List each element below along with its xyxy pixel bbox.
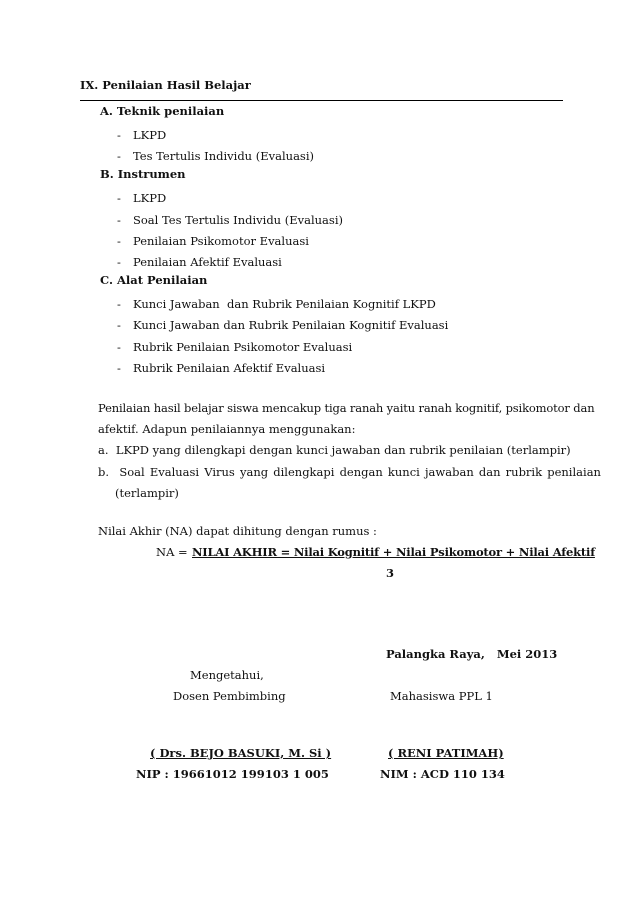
- list-dash: -: [117, 318, 121, 332]
- list-item: [117, 149, 314, 163]
- section-title: IX. Penilaian Hasil Belajar: [80, 78, 251, 92]
- left-greeting: Mengetahui,: [190, 668, 264, 682]
- list-item: [117, 234, 309, 248]
- list-item-text: Rubrik Penilaian Afektif Evaluasi: [133, 361, 326, 375]
- list-item-text: LKPD: [133, 191, 167, 205]
- place-date: Palangka Raya, Mei 2013: [386, 647, 558, 661]
- left-signatory-id: NIP : 19661012 199103 1 005: [136, 767, 329, 781]
- left-role: Dosen Pembimbing: [173, 689, 286, 703]
- list-dash: -: [117, 213, 121, 227]
- list-item-text: Penilaian Psikomotor Evaluasi: [133, 234, 309, 248]
- heading-alat-penilaian: C. Alat Penilaian: [100, 273, 208, 287]
- list-dash: -: [117, 361, 121, 375]
- list-item-a: a. LKPD yang dilengkapi dengan kunci jawaban dan rubrik penilaian (terlampir): [98, 443, 571, 457]
- title-underline: [80, 100, 563, 101]
- list-dash: -: [117, 340, 121, 354]
- list-item-text: LKPD: [133, 128, 167, 142]
- list-dash: -: [117, 149, 121, 163]
- list-item-text: Rubrik Penilaian Psikomotor Evaluasi: [133, 340, 353, 354]
- list-item: [117, 128, 167, 142]
- list-dash: -: [117, 191, 121, 205]
- list-item: [117, 297, 436, 311]
- list-dash: -: [117, 234, 121, 248]
- paragraph-line: afektif. Adapun penilaiannya menggunakan:: [98, 422, 356, 436]
- formula-intro: Nilai Akhir (NA) dapat dihitung dengan rumus :: [98, 524, 377, 538]
- heading-teknik-penilaian: A. Teknik penilaian: [100, 104, 225, 118]
- list-item: [117, 361, 326, 375]
- left-signatory-name: ( Drs. BEJO BASUKI, M. Si ): [150, 746, 332, 760]
- list-item-b-continued: (terlampir): [115, 486, 179, 500]
- list-item: [117, 340, 353, 354]
- right-signatory-name: ( RENI PATIMAH): [388, 746, 504, 760]
- list-dash: -: [117, 128, 121, 142]
- list-item: [117, 213, 343, 227]
- formula-na-label: NA =: [156, 545, 188, 559]
- formula-denominator: 3: [386, 566, 395, 580]
- list-item-text: Kunci Jawaban dan Rubrik Penilaian Kognitif LKPD: [133, 297, 436, 311]
- list-item-text: Penilaian Afektif Evaluasi: [133, 255, 282, 269]
- list-item-b: b. Soal Evaluasi Virus yang dilengkapi dengan kunci jawaban dan rubrik penilaian: [98, 465, 601, 479]
- paragraph-line: Penilaian hasil belajar siswa mencakup tiga ranah yaitu ranah kognitif, psikomotor dan: [98, 401, 595, 415]
- list-item: [117, 191, 167, 205]
- right-role: Mahasiswa PPL 1: [390, 689, 493, 703]
- list-item-text: Kunci Jawaban dan Rubrik Penilaian Kognitif Evaluasi: [133, 318, 449, 332]
- list-dash: -: [117, 297, 121, 311]
- right-signatory-id: NIM : ACD 110 134: [380, 767, 505, 781]
- list-item-text: Soal Tes Tertulis Individu (Evaluasi): [133, 213, 343, 227]
- list-item: [117, 318, 449, 332]
- list-dash: -: [117, 255, 121, 269]
- list-item-text: Tes Tertulis Individu (Evaluasi): [133, 149, 314, 163]
- heading-instrumen: B. Instrumen: [100, 167, 186, 181]
- formula-numerator: NILAI AKHIR = Nilai Kognitif + Nilai Psikomotor + Nilai Afektif: [192, 545, 595, 559]
- list-item: [117, 255, 282, 269]
